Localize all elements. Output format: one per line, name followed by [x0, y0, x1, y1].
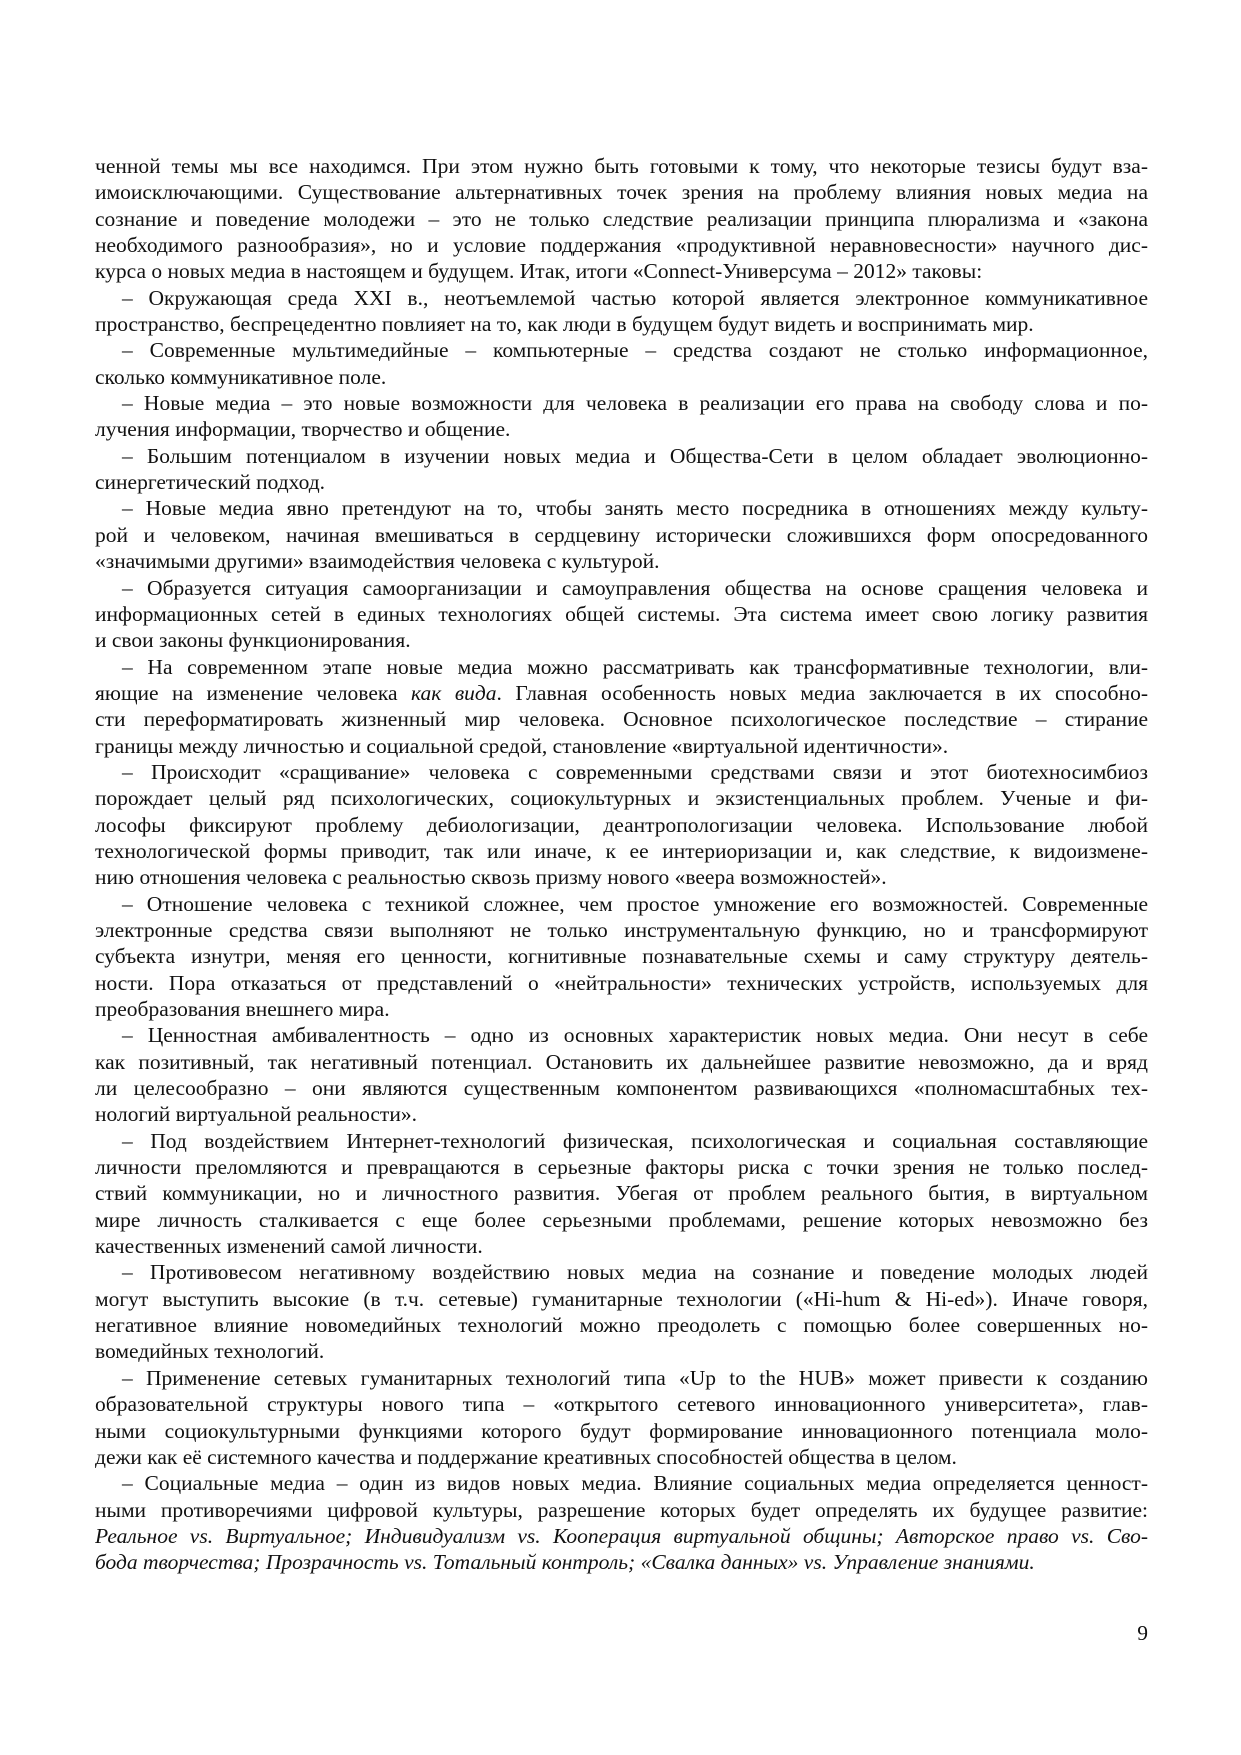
- text-line: [95, 1101, 1148, 1127]
- text-line: [95, 1022, 1148, 1048]
- text-line: [95, 627, 1148, 653]
- text-line: [95, 522, 1148, 548]
- text-run: – Социальные медиа – один из видов новых медиа. Влияние социальных медиа определяется ценност-: [122, 1471, 1148, 1496]
- text-run: лучения информации, творчество и общение.: [95, 417, 511, 442]
- paragraph: [95, 575, 1148, 654]
- text-line: [95, 891, 1148, 917]
- paragraph: [95, 1470, 1148, 1575]
- text-line: [95, 1549, 1148, 1575]
- text-run: нию отношения человека с реальностью сквозь призму нового «веера возможностей».: [95, 865, 887, 890]
- text-run: мире личность сталкивается с еще более серьезными проблемами, решение которых невозможно без: [95, 1207, 1148, 1232]
- text-line: [95, 1128, 1148, 1154]
- italic-text-run: Реальное vs. Виртуальное; Индивидуализм vs. Кооперация виртуальной общины; Авторское право vs. Сво-: [95, 1523, 1148, 1548]
- text-run: – Новые медиа явно претендуют на то, чтобы занять место посредника в отношениях между культу-: [122, 496, 1148, 521]
- text-line: [95, 680, 1148, 706]
- text-run: – Применение сетевых гуманитарных технологий типа «Up to the HUB» может привести к созданию: [122, 1365, 1148, 1390]
- text-run: – Современные мультимедийные – компьютерные – средства создают не столько информационное,: [122, 338, 1148, 363]
- paragraph: [95, 390, 1148, 443]
- text-run: качественных изменений самой личности.: [95, 1234, 483, 1259]
- text-line: [95, 706, 1148, 732]
- text-line: [95, 970, 1148, 996]
- paragraph: [95, 1259, 1148, 1364]
- paragraph: [95, 1128, 1148, 1260]
- text-run: границы между личностью и социальной средой, становление «виртуальной идентичности».: [95, 733, 949, 758]
- text-line: [95, 996, 1148, 1022]
- text-line: [95, 179, 1148, 205]
- text-line: [95, 1049, 1148, 1075]
- text-line: [95, 548, 1148, 574]
- text-run: ченной темы мы все находимся. При этом нужно быть готовыми к тому, что некоторые тезисы будут вза-: [95, 154, 1148, 178]
- text-run: ными социокультурными функциями которого будут формирование инновационного потенциала моло-: [95, 1418, 1148, 1443]
- text-line: [95, 601, 1148, 627]
- italic-text-run: как вида: [411, 680, 497, 705]
- text-run: нологий виртуальной реальности».: [95, 1102, 417, 1127]
- text-run: ли целесообразно – они являются существенным компонентом развивающихся «полномасштабных тех-: [95, 1076, 1148, 1101]
- text-run: – Новые медиа – это новые возможности для человека в реализации его права на свободу слова и по-: [122, 391, 1148, 416]
- text-run: синергетический подход.: [95, 470, 326, 495]
- text-run: и свои законы функционирования.: [95, 628, 411, 653]
- text-line: [95, 337, 1148, 363]
- text-run: образовательной структуры нового типа – «открытого сетевого инновационного университета», глав-: [95, 1392, 1148, 1417]
- text-run: вомедийных технологий.: [95, 1339, 325, 1364]
- text-run: лософы фиксируют проблему дебиологизации, деантропологизации человека. Использование любой: [95, 812, 1148, 837]
- paragraph: [95, 153, 1148, 285]
- text-run: – Образуется ситуация самоорганизации и самоуправления общества на основе сращения человека и: [122, 575, 1148, 600]
- text-run: – Отношение человека с техникой сложнее, чем простое умножение его возможностей. Современные: [122, 891, 1148, 916]
- text-line: [95, 575, 1148, 601]
- text-line: [95, 1497, 1148, 1523]
- paragraph: [95, 759, 1148, 891]
- text-line: [95, 1444, 1148, 1470]
- text-line: [95, 469, 1148, 495]
- paragraph: [95, 891, 1148, 1023]
- paragraph: [95, 495, 1148, 574]
- text-run: рой и человеком, начиная вмешиваться в сердцевину исторически сложившихся форм опосредованного: [95, 522, 1148, 547]
- text-run: сознание и поведение молодежи – это не только следствие реализации принципа плюрализма и «закона: [95, 206, 1148, 231]
- text-run: негативное влияние новомедийных технологий можно преодолеть с помощью более совершенных но-: [95, 1313, 1148, 1338]
- text-line: [95, 416, 1148, 442]
- text-run: – Противовесом негативному воздействию новых медиа на сознание и поведение молодых людей: [122, 1260, 1148, 1285]
- text-line: [95, 864, 1148, 890]
- text-line: [95, 1233, 1148, 1259]
- text-line: [95, 1418, 1148, 1444]
- paragraph: [95, 285, 1148, 338]
- text-line: [95, 311, 1148, 337]
- text-run: – Под воздействием Интернет-технологий физическая, психологическая и социальная составляющие: [122, 1128, 1148, 1153]
- text-run: субъекта изнутри, меняя его ценности, когнитивные познавательные схемы и саму структуру деятель-: [95, 944, 1148, 969]
- text-line: [95, 285, 1148, 311]
- text-run: яющие на изменение человека: [95, 680, 412, 705]
- text-run: имоисключающими. Существование альтернативных точек зрения на проблему влияния новых медиа на: [95, 180, 1148, 205]
- text-run: ными противоречиями цифровой культуры, разрешение которых будет определять их будущее развитие:: [95, 1497, 1148, 1522]
- text-line: [95, 733, 1148, 759]
- text-run: ствий коммуникации, но и личностного развития. Убегая от проблем реального бытия, в виртуальном: [95, 1181, 1148, 1206]
- text-run: ности. Пора отказаться от представлений о «нейтральности» технических устройств, используемых для: [95, 970, 1148, 995]
- text-run: дежи как её системного качества и поддержание креативных способностей общества в целом.: [95, 1444, 957, 1469]
- paragraph: [95, 337, 1148, 390]
- text-line: [95, 943, 1148, 969]
- text-line: [95, 364, 1148, 390]
- paragraph: [95, 1022, 1148, 1127]
- text-line: [95, 654, 1148, 680]
- text-run: – Большим потенциалом в изучении новых медиа и Общества-Сети в целом обладает эволюционно-: [122, 443, 1148, 468]
- text-run: как позитивный, так негативный потенциал. Остановить их дальнейшее развитие невозможно, да и вряд: [95, 1049, 1148, 1074]
- text-line: [95, 838, 1148, 864]
- text-run: – Происходит «сращивание» человека с современными средствами связи и этот биотехносимбиоз: [122, 759, 1148, 784]
- text-run: сколько коммуникативное поле.: [95, 364, 387, 389]
- text-run: курса о новых медиа в настоящем и будущем. Итак, итоги «Connect-Универсума – 2012» таковы:: [95, 259, 983, 284]
- text-run: могут выступить высокие (в т.ч. сетевые) гуманитарные технологии («Hi-hum & Hi-ed»). Иначе говоря,: [95, 1286, 1148, 1311]
- text-line: [95, 390, 1148, 416]
- text-line: [95, 495, 1148, 521]
- paragraph: [95, 1365, 1148, 1470]
- text-line: [95, 1180, 1148, 1206]
- paragraph: [95, 654, 1148, 759]
- text-line: [95, 1154, 1148, 1180]
- text-run: электронные средства связи выполняют не только инструментальную функцию, но и трансформируют: [95, 917, 1148, 942]
- text-run: – Ценностная амбивалентность – одно из основных характеристик новых медиа. Они несут в себе: [122, 1023, 1148, 1048]
- text-line: [95, 785, 1148, 811]
- text-line: [95, 1365, 1148, 1391]
- text-run: – Окружающая среда XXI в., неотъемлемой частью которой является электронное коммуникативное: [122, 285, 1148, 310]
- text-line: [95, 153, 1148, 179]
- text-run: необходимого разнообразия», но и условие поддержания «продуктивной неравновесности» научного дис-: [95, 233, 1148, 258]
- text-line: [95, 1312, 1148, 1338]
- text-line: [95, 1075, 1148, 1101]
- text-line: [95, 1286, 1148, 1312]
- text-run: информационных сетей в единых технологиях общей системы. Эта система имеет свою логику развития: [95, 601, 1148, 626]
- page-number: 9: [1137, 1621, 1148, 1645]
- text-line: [95, 917, 1148, 943]
- text-line: [95, 1391, 1148, 1417]
- italic-text-run: бода творчества; Прозрачность vs. Тотальный контроль; «Свалка данных» vs. Управление знаниями.: [95, 1550, 1035, 1575]
- text-line: [95, 1470, 1148, 1496]
- text-line: [95, 1207, 1148, 1233]
- text-line: [95, 812, 1148, 838]
- text-line: [95, 232, 1148, 258]
- text-line: [95, 759, 1148, 785]
- text-line: [95, 1523, 1148, 1549]
- text-run: технологической формы приводит, так или иначе, к ее интериоризации и, как следствие, к видоизмене-: [95, 838, 1148, 863]
- text-run: преобразования внешнего мира.: [95, 997, 390, 1021]
- text-run: пространство, беспрецедентно повлияет на то, как люди в будущем будут видеть и воспринимать мир.: [95, 312, 1034, 337]
- text-line: [95, 1259, 1148, 1285]
- paragraph: [95, 443, 1148, 496]
- text-line: [95, 1338, 1148, 1364]
- text-run: сти переформатировать жизненный мир человека. Основное психологическое последствие – стирание: [95, 707, 1148, 732]
- text-run: . Главная особенность новых медиа заключается в их способно-: [496, 680, 1148, 705]
- page-text: [95, 153, 1148, 1576]
- text-line: [95, 206, 1148, 232]
- text-line: [95, 443, 1148, 469]
- text-line: [95, 258, 1148, 284]
- text-run: порождает целый ряд психологических, социокультурных и экзистенциальных проблем. Ученые и фи-: [95, 786, 1148, 811]
- text-run: «значимыми другими» взаимодействия человека с культурой.: [95, 549, 660, 574]
- text-run: – На современном этапе новые медиа можно рассматривать как трансформативные технологии, вли-: [122, 654, 1148, 679]
- text-run: личности преломляются и превращаются в серьезные факторы риска с точки зрения не только послед-: [95, 1155, 1148, 1180]
